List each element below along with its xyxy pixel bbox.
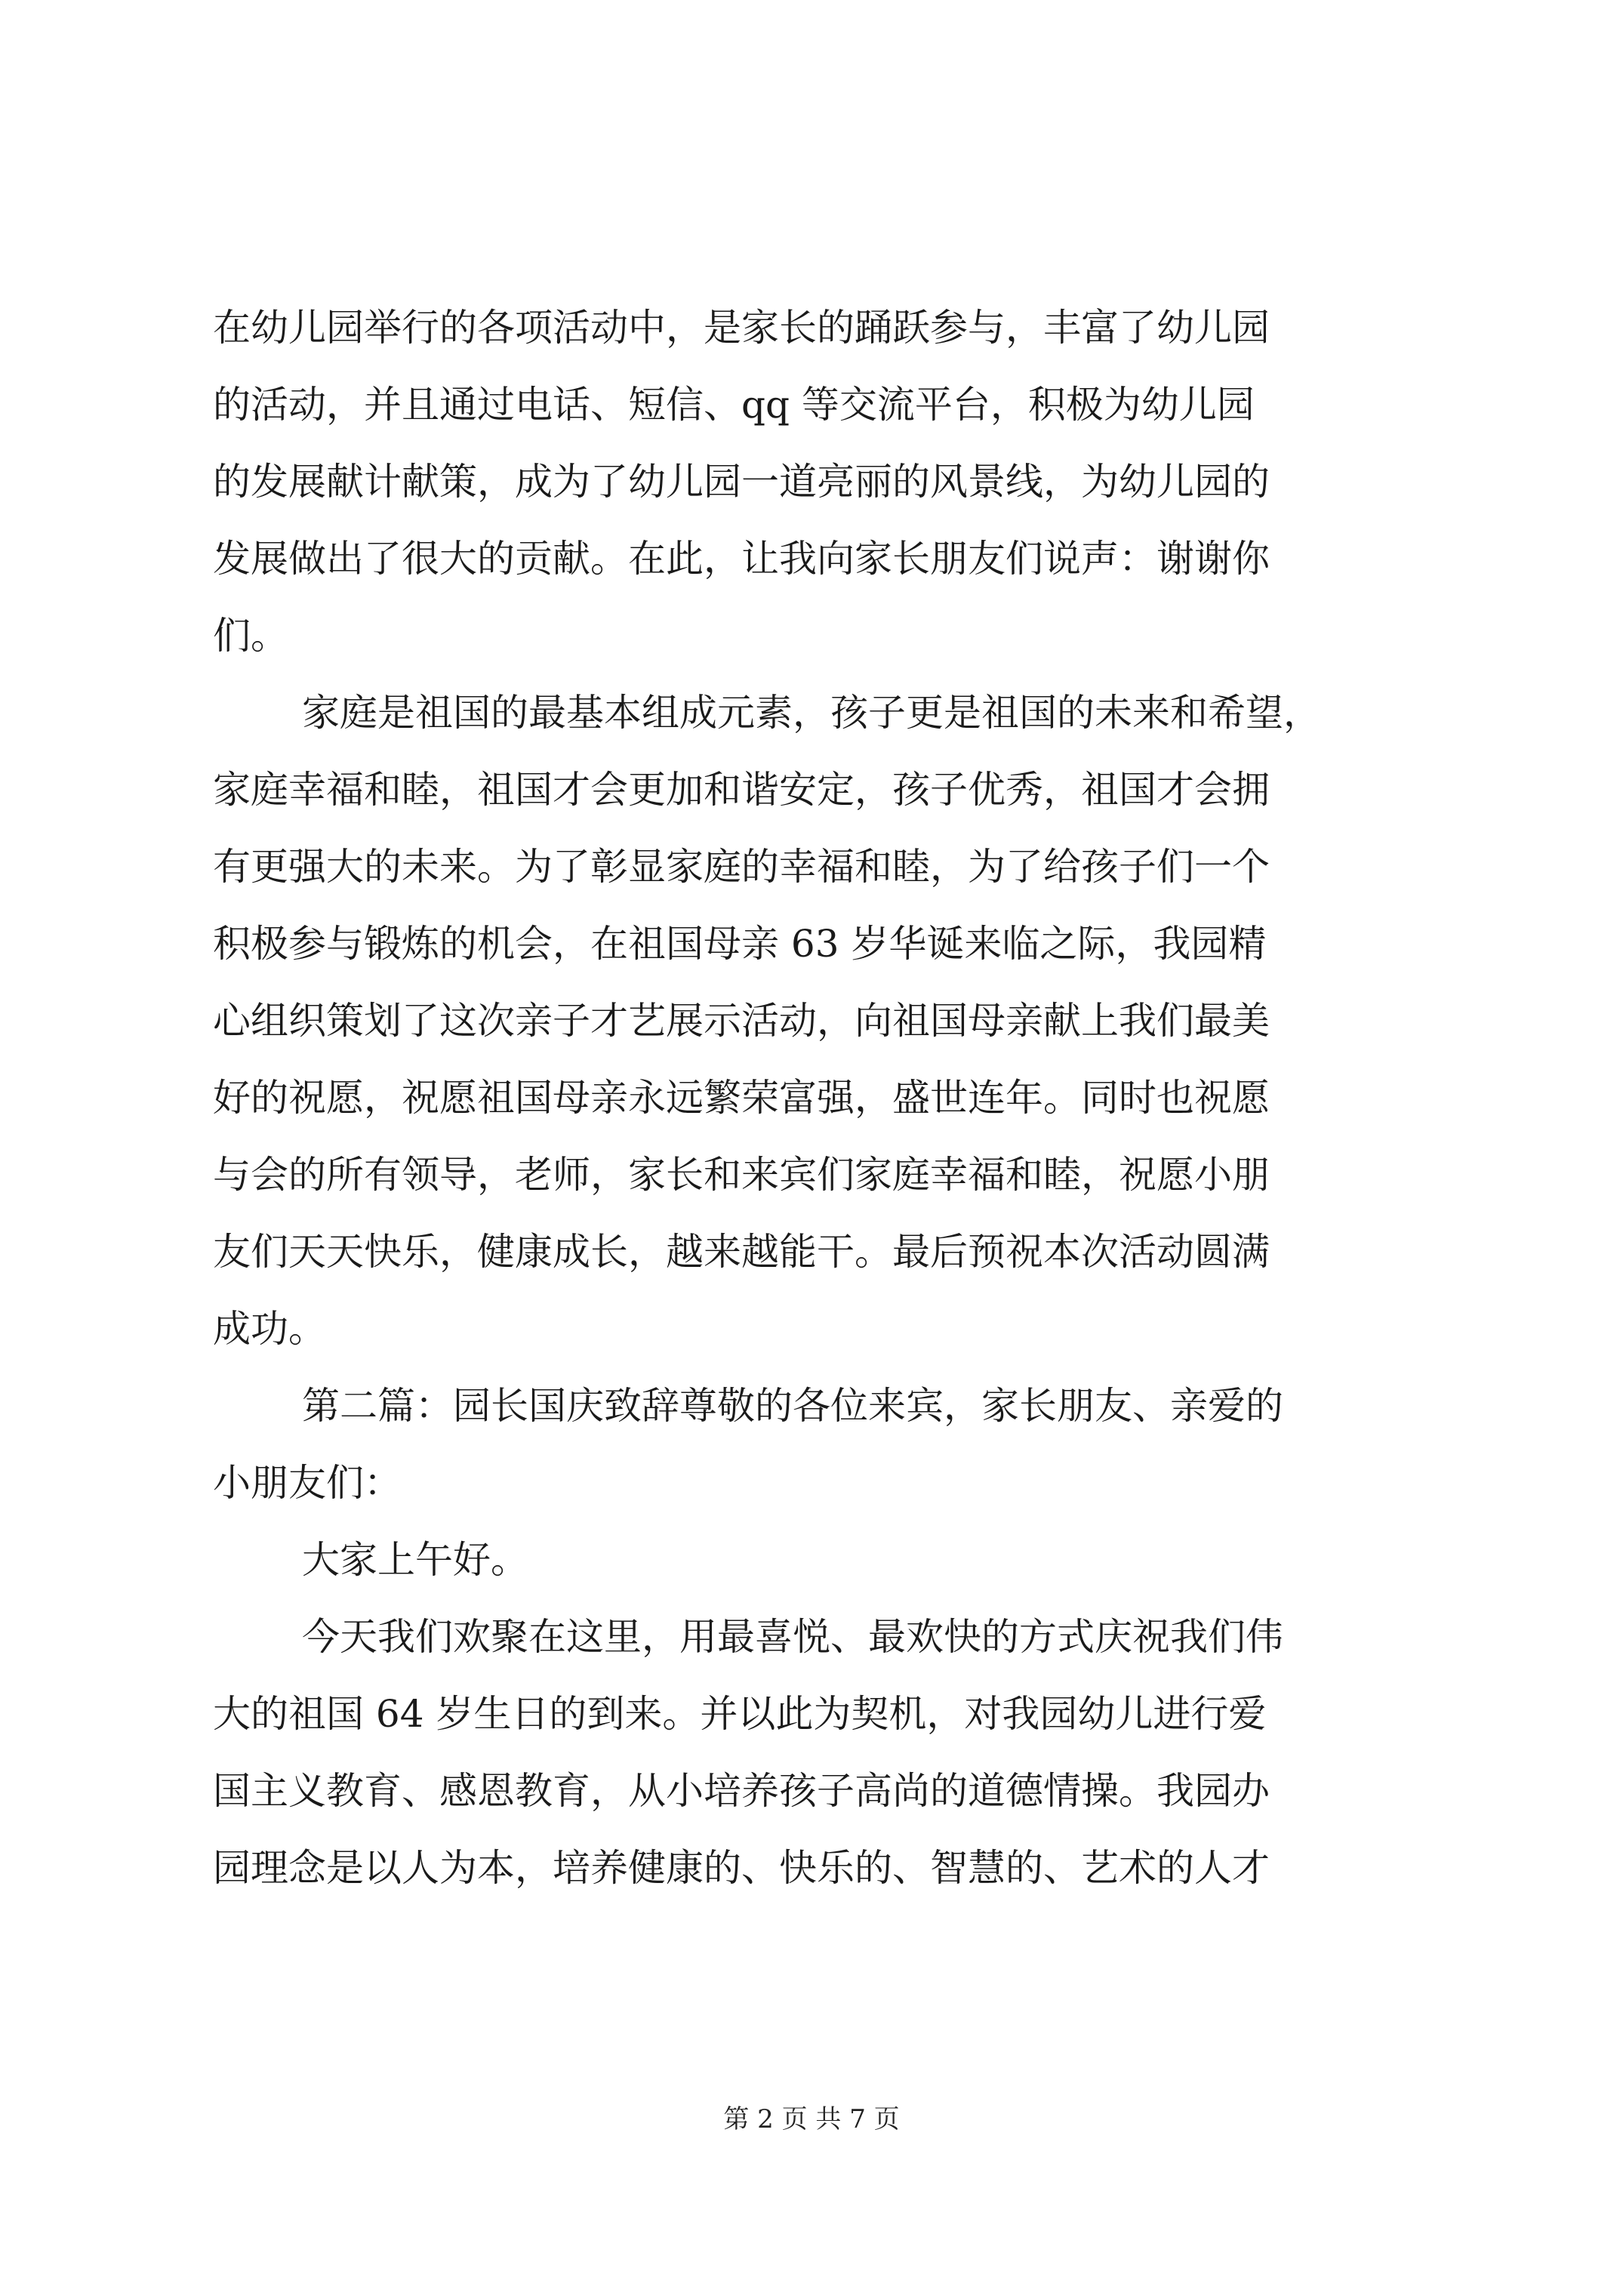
text-line: 友们天天快乐，健康成长，越来越能干。最后预祝本次活动圆满 — [213, 1230, 1270, 1274]
text-line: 好的祝愿，祝愿祖国母亲永远繁荣富强，盛世连年。同时也祝愿 — [213, 1076, 1270, 1120]
text-line: 积极参与锻炼的机会，在祖国母亲 63 岁华诞来临之际，我园精 — [213, 922, 1267, 966]
text-line: 国主义教育、感恩教育，从小培养孩子高尚的道德情操。我园办 — [213, 1769, 1270, 1813]
page-number-footer: 第 2 页 共 7 页 — [723, 2104, 900, 2134]
text-line: 大家上午好。 — [302, 1538, 528, 1582]
text-line: 的活动，并且通过电话、短信、qq 等交流平台，积极为幼儿园 — [213, 383, 1255, 427]
document-body — [213, 289, 1436, 1906]
text-line: 今天我们欢聚在这里，用最喜悦、最欢快的方式庆祝我们伟 — [302, 1615, 1283, 1659]
text-line: 有更强大的未来。为了彰显家庭的幸福和睦，为了给孩子们一个 — [213, 845, 1270, 889]
text-line: 成功。 — [213, 1307, 326, 1351]
text-line: 小朋友们： — [213, 1461, 402, 1505]
text-line: 心组织策划了这次亲子才艺展示活动，向祖国母亲献上我们最美 — [213, 999, 1270, 1043]
text-line: 大的祖国 64 岁生日的到来。并以此为契机，对我园幼儿进行爱 — [213, 1692, 1267, 1736]
text-line: 的发展献计献策，成为了幼儿园一道亮丽的风景线，为幼儿园的 — [213, 460, 1270, 504]
text-line: 发展做出了很大的贡献。在此，让我向家长朋友们说声：谢谢你 — [213, 537, 1270, 581]
section-heading-line: 第二篇：园长国庆致辞尊敬的各位来宾，家长朋友、亲爱的 — [302, 1384, 1283, 1428]
text-line: 在幼儿园举行的各项活动中，是家长的踊跃参与，丰富了幼儿园 — [213, 306, 1270, 350]
text-line: 家庭幸福和睦，祖国才会更加和谐安定，孩子优秀，祖国才会拥 — [213, 768, 1270, 812]
text-line: 们。 — [213, 614, 288, 658]
text-line: 家庭是祖国的最基本组成元素，孩子更是祖国的未来和希望， — [302, 691, 1321, 735]
text-line: 园理念是以人为本，培养健康的、快乐的、智慧的、艺术的人才 — [213, 1846, 1270, 1890]
text-line: 与会的所有领导，老师，家长和来宾们家庭幸福和睦，祝愿小朋 — [213, 1153, 1270, 1197]
